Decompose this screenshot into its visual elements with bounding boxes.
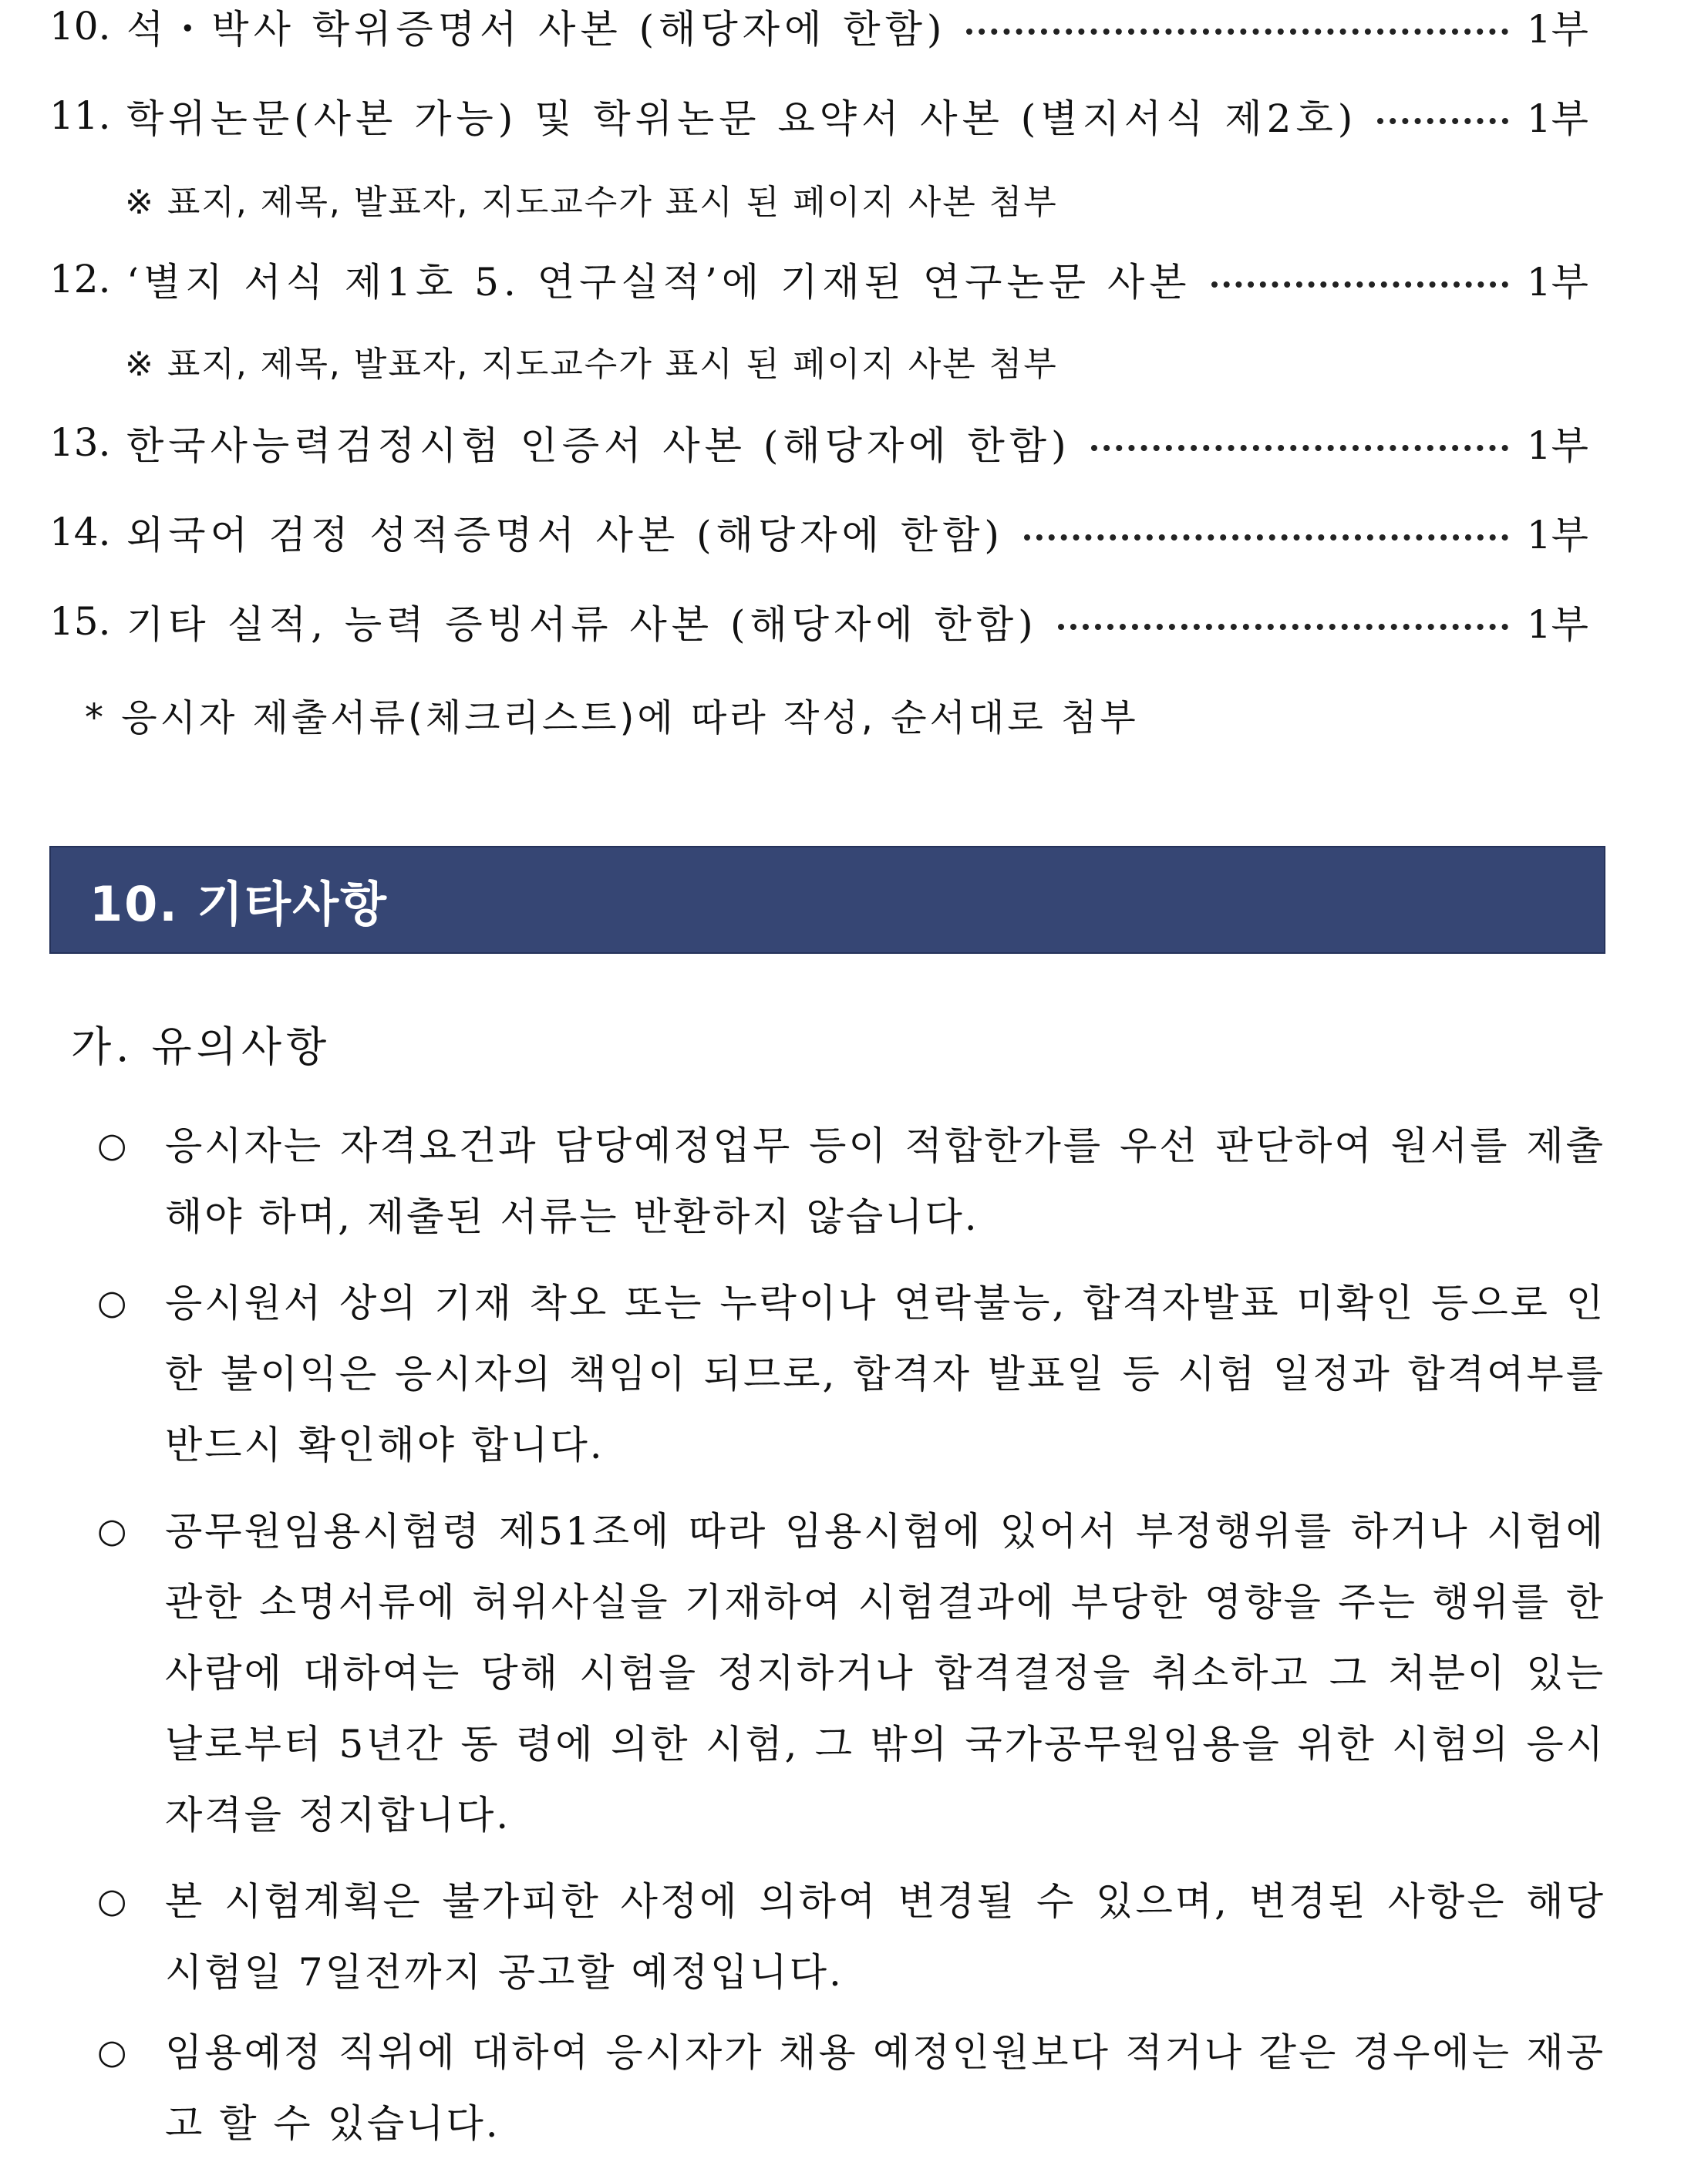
item-number: 10. bbox=[49, 4, 111, 49]
section-title: 10. 기타사항 bbox=[89, 875, 388, 932]
item-number: 15. bbox=[49, 599, 111, 644]
document-list-item bbox=[49, 0, 1588, 57]
subsection-heading: 가. 유의사항 bbox=[71, 1022, 332, 1071]
item-copies: 1부 bbox=[1526, 96, 1588, 141]
notice-text: 본 시험계획은 불가피한 사정에 의하여 변경될 수 있으며, 변경된 사항은 해당 시험일 7일전까지 공고할 예정입니다. bbox=[165, 1879, 1605, 1995]
item-number: 11. bbox=[49, 93, 111, 138]
document-list-item bbox=[49, 248, 1588, 310]
item-copies: 1부 bbox=[1526, 602, 1588, 647]
notice-text: 임용예정 직위에 대하여 응시자가 채용 예정인원보다 적거나 같은 경우에는 재공고 할 수 있습니다. bbox=[165, 2030, 1605, 2146]
dot-leader bbox=[1377, 118, 1508, 124]
notice-item bbox=[97, 1268, 1605, 1480]
item-copies: 1부 bbox=[1526, 423, 1588, 468]
section-banner bbox=[49, 846, 1605, 954]
item-copies: 1부 bbox=[1526, 513, 1588, 557]
dot-leader bbox=[1091, 445, 1508, 451]
document-list-item bbox=[49, 85, 1588, 147]
item-text: 한국사능력검정시험 인증서 사본 (해당자에 한함) bbox=[126, 423, 1071, 468]
bullet-circle-icon: ○ bbox=[97, 1511, 127, 1551]
document-list-item bbox=[49, 412, 1588, 473]
item-copies: 1부 bbox=[1526, 7, 1588, 52]
dot-leader bbox=[1058, 624, 1508, 630]
notice-item bbox=[97, 1496, 1605, 1851]
item-text: ‘별지 서식 제1호 5. 연구실적’에 기재된 연구논문 사본 bbox=[126, 260, 1191, 305]
notice-item bbox=[97, 2017, 1605, 2159]
item-number: 12. bbox=[49, 257, 111, 301]
document-list-item bbox=[49, 501, 1588, 563]
notice-text: 공무원임용시험령 제51조에 따라 임용시험에 있어서 부정행위를 하거나 시험에 관한 소명서류에 허위사실을 기재하여 시험결과에 부당한 영향을 주는 행위를 한 사람에 대하여는 당해 시험을 정지하거나 합격결정을 취소하고 그 처분이 있는 날로부터 5년간 동 령에 의한 시험, 그 밖의 국가공무원임용을 위한 시험의 응시 자격을 정지합니다. bbox=[165, 1509, 1605, 1837]
submission-footnote: * 응시자 제출서류(체크리스트)에 따라 작성, 순서대로 첨부 bbox=[85, 696, 1139, 739]
item-number: 13. bbox=[49, 420, 111, 465]
item-text: 석・박사 학위증명서 사본 (해당자에 한함) bbox=[126, 7, 947, 52]
dot-leader bbox=[966, 29, 1508, 35]
item-text: 외국어 검정 성적증명서 사본 (해당자에 한함) bbox=[126, 513, 1004, 557]
notice-item bbox=[97, 1866, 1605, 2008]
item-note: ※ 표지, 제목, 발표자, 지도교수가 표시 된 페이지 사본 첨부 bbox=[125, 345, 1058, 384]
dot-leader bbox=[1024, 534, 1508, 541]
bullet-circle-icon: ○ bbox=[97, 2033, 127, 2072]
bullet-circle-icon: ○ bbox=[97, 1126, 127, 1165]
notice-item bbox=[97, 1110, 1605, 1252]
dot-leader bbox=[1211, 281, 1508, 288]
item-text: 기타 실적, 능력 증빙서류 사본 (해당자에 한함) bbox=[126, 602, 1038, 647]
notice-text: 응시자는 자격요건과 담당예정업무 등이 적합한가를 우선 판단하여 원서를 제출해야 하며, 제출된 서류는 반환하지 않습니다. bbox=[165, 1123, 1605, 1239]
notice-text: 응시원서 상의 기재 착오 또는 누락이나 연락불능, 합격자발표 미확인 등으로 인한 불이익은 응시자의 책임이 되므로, 합격자 발표일 등 시험 일정과 합격여부를 반드시 확인해야 합니다. bbox=[165, 1281, 1605, 1467]
bullet-circle-icon: ○ bbox=[97, 1881, 127, 1921]
item-text: 학위논문(사본 가능) 및 학위논문 요약서 사본 (별지서식 제2호) bbox=[126, 96, 1358, 141]
item-note: ※ 표지, 제목, 발표자, 지도교수가 표시 된 페이지 사본 첨부 bbox=[125, 183, 1058, 222]
document-list-item bbox=[49, 591, 1588, 652]
item-number: 14. bbox=[49, 510, 111, 554]
item-copies: 1부 bbox=[1526, 260, 1588, 305]
bullet-circle-icon: ○ bbox=[97, 1283, 127, 1322]
